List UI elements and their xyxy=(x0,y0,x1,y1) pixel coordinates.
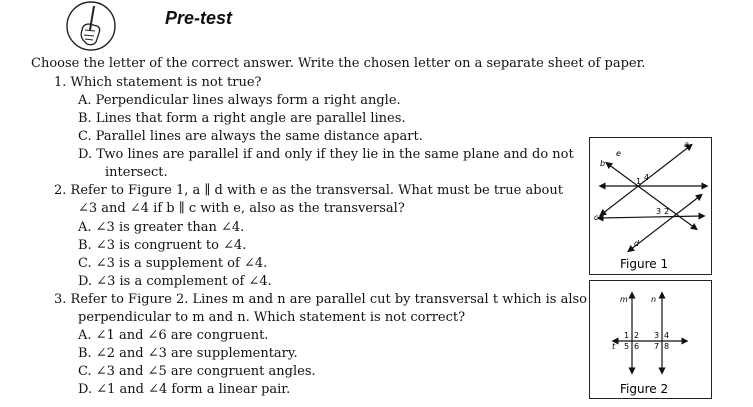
question-3-choice-b: B. ∠2 and ∠3 are supplementary. xyxy=(78,346,298,361)
figure-1 xyxy=(589,137,712,275)
figure-1-caption: Figure 1 xyxy=(620,257,669,271)
question-2-choice-c: C. ∠3 is a supplement of ∠4. xyxy=(78,256,268,271)
figure-1-angle-4: 4 xyxy=(644,173,650,182)
figure-2-angle-5: 5 xyxy=(624,342,630,351)
question-1-choice-d: D. Two lines are parallel if and only if they lie in the same plane and do not xyxy=(78,147,574,162)
question-3-choice-c: C. ∠3 and ∠5 are congruent angles. xyxy=(78,364,316,379)
figure-2-label-n: n xyxy=(651,295,657,304)
figure-2-label-t: t xyxy=(612,342,616,351)
question-2-stem: 2. Refer to Figure 1, a ∥ d with e as the transversal. What must be true about xyxy=(54,183,563,198)
page-title: Pre-test xyxy=(165,8,233,28)
question-2-choice-b: B. ∠3 is congruent to ∠4. xyxy=(78,238,247,253)
figure-1-label-e: e xyxy=(616,149,621,158)
figure-2-label-m: m xyxy=(620,295,628,304)
figure-1-label-a: a xyxy=(684,140,689,149)
question-3-stem-cont: perpendicular to m and n. Which statement is not correct? xyxy=(78,310,466,325)
figure-1-angle-3: 3 xyxy=(656,207,662,216)
figure-2-angle-6: 6 xyxy=(634,342,640,351)
figure-1-angle-1: 1 xyxy=(636,177,642,186)
question-2-choice-a: A. ∠3 is greater than ∠4. xyxy=(78,220,245,235)
figure-2 xyxy=(589,280,712,399)
question-2-stem-cont: ∠3 and ∠4 if b ∥ c with e, also as the transversal? xyxy=(78,201,405,216)
figure-1-diagram xyxy=(590,138,711,274)
figure-2-angle-7: 7 xyxy=(654,342,660,351)
question-1-choice-d-cont: intersect. xyxy=(105,165,168,180)
figure-2-angle-3: 3 xyxy=(654,331,660,340)
question-3-choice-d: D. ∠1 and ∠4 form a linear pair. xyxy=(78,382,291,397)
question-1-choice-c: C. Parallel lines are always the same distance apart. xyxy=(78,129,423,144)
instructions: Choose the letter of the correct answer. Write the chosen letter on a separate sheet of paper. xyxy=(31,56,646,71)
figure-2-diagram xyxy=(590,281,711,398)
question-1-choice-b: B. Lines that form a right angle are parallel lines. xyxy=(78,111,406,126)
question-1-stem: 1. Which statement is not true? xyxy=(54,75,262,90)
hand-pencil-logo-icon xyxy=(63,0,119,52)
figure-2-caption: Figure 2 xyxy=(620,382,669,396)
figure-2-angle-8: 8 xyxy=(664,342,670,351)
figure-2-angle-1: 1 xyxy=(624,331,630,340)
figure-1-label-d: d xyxy=(634,239,640,248)
question-1-choice-a: A. Perpendicular lines always form a right angle. xyxy=(78,93,401,108)
figure-1-angle-2: 2 xyxy=(664,207,670,216)
figure-2-angle-4: 4 xyxy=(664,331,670,340)
question-3-stem: 3. Refer to Figure 2. Lines m and n are parallel cut by transversal t which is also xyxy=(54,292,587,307)
figure-2-angle-2: 2 xyxy=(634,331,640,340)
figure-1-label-c: c xyxy=(594,213,599,222)
question-2-choice-d: D. ∠3 is a complement of ∠4. xyxy=(78,274,272,289)
figure-1-label-b: b xyxy=(600,159,606,168)
question-3-choice-a: A. ∠1 and ∠6 are congruent. xyxy=(78,328,269,343)
